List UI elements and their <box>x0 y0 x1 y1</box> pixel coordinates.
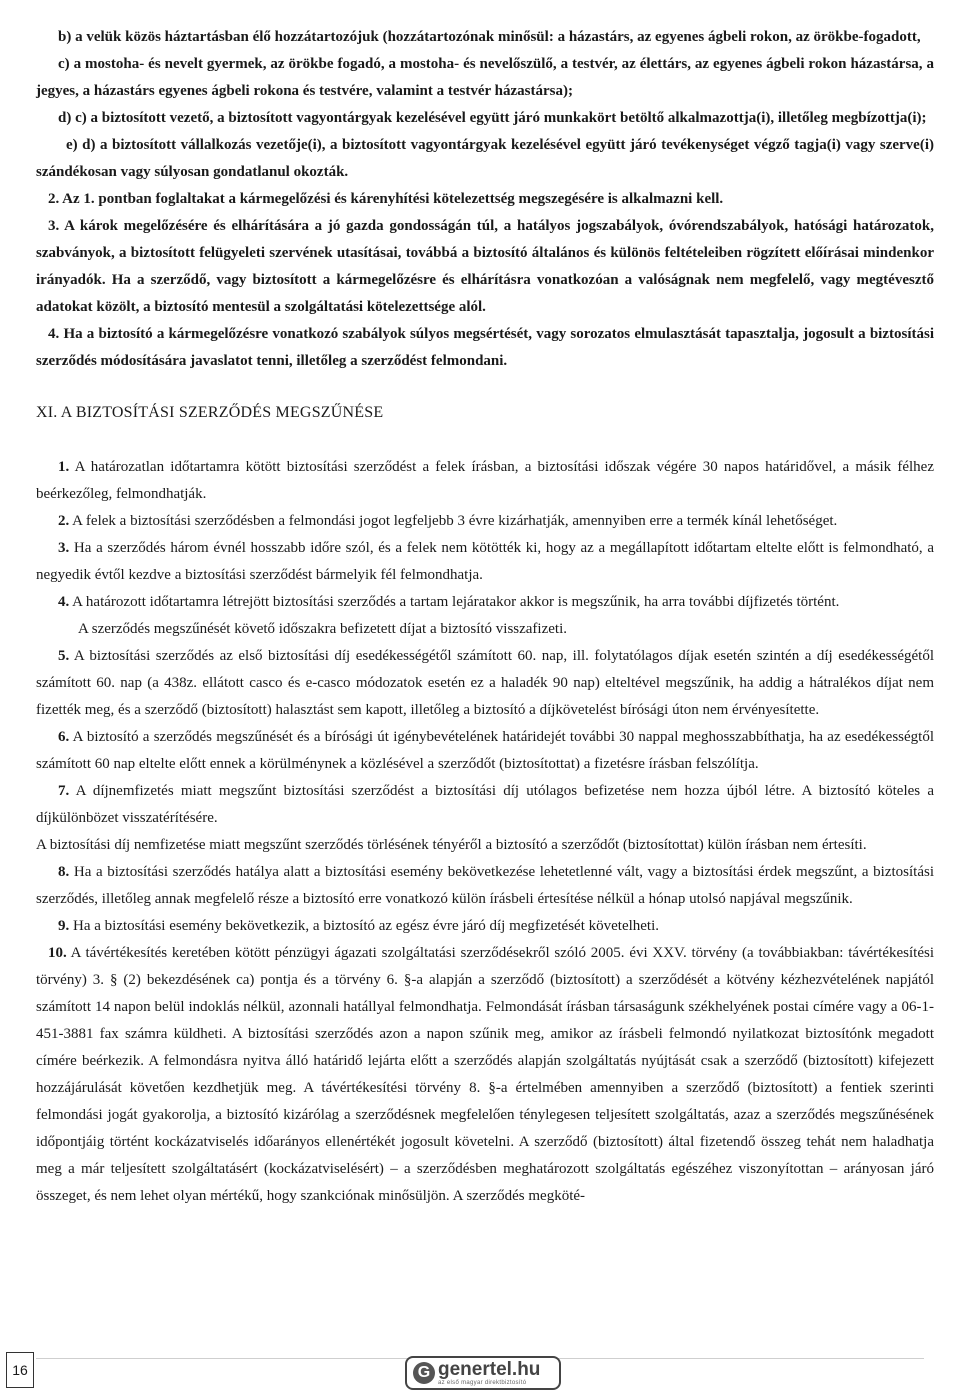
item-number: 8. <box>58 864 70 880</box>
item-number: 3. <box>58 540 70 556</box>
item-number: 2. <box>58 513 70 529</box>
item-number: 9. <box>58 918 70 934</box>
clause-b: b) a velük közös háztartásban élő hozzátartozójuk (hozzátartozónak minősül: a házastárs, az egyenes ágbeli rokon, az örökbe-fogadott, <box>58 29 921 45</box>
list-item <box>36 454 934 508</box>
list-item <box>36 940 934 1210</box>
point-2: 2. Az 1. pontban foglaltakat a kármegelőzési és kárenyhítési kötelezettség megszegésére is alkalmazni kell. <box>48 191 724 207</box>
logo-mark-icon: G <box>413 1362 435 1384</box>
list-item <box>36 508 934 535</box>
item-number: 7. <box>58 783 70 799</box>
item-text: A díjnemfizetés miatt megszűnt biztosítási szerződést a biztosítási díj utólagos befizetése nem hozza újból létre. A biztosító köteles a díjkülönbözet visszatérítésére. <box>36 783 934 826</box>
item-text: Ha a biztosítási szerződés hatálya alatt a biztosítási esemény bekövetkezése lehetetlenné vált, vagy a biztosítási érdek megszűnt, a biztosítási szerződés, illetőleg annak megfelelő része a biztosító erre vonatkozó külön írásbeli értesítése nélkül a hónap utolsó napjával megszűnik. <box>36 864 934 907</box>
item-text: Ha a szerződés három évnél hosszabb időre szól, és a felek nem kötötték ki, hogy az a megállapított időtartam eltelte előtt is felmondható, a negyedik évtől kezdve a biztosítási szerződést bármelyik fél felmondhatja. <box>36 540 934 583</box>
item-4-continuation: A szerződés megszűnését követő időszakra befizetett díjat a biztosító visszafizeti. <box>78 621 567 637</box>
item-text: A távértékesítés keretében kötött pénzügyi ágazati szolgáltatási szerződésekről szóló 2005. évi XXV. törvény (a továbbiakban: távértékesítési törvény) 3. § (2) bekezdésének ca) pontja és a törvény 6. §-a alapján a szerződő (biztosított) a szerződését a kötvény kézhezvételének napjától számított 14 napon belül indoklás nélkül, azonnali hatállyal felmondhatja. Felmondását írásban társaságunk székhelyének postai címére vagy a 06-1-451-3881 fax számra küldheti. A biztosítási szerződés azon a napon szűnik meg, amikor az írásbeli felmondó nyilatkozat biztosítónk megadott címére beérkezik. A felmondásra nyitva álló határidő lejárta előtt a szerződés alapján szolgáltatás nyújtását csak a szerződő (biztosított) kifejezett hozzájárulását követően kezdhetjük meg. A távértékesítési törvény 8. §-a értelmében amennyiben a szerződő (biztosított) a fentiek szerinti felmondási jogát gyakorolja, a biztosító kizárólag a szerződésnek megfelelően ténylegesen teljesített szolgáltatás, azaz a szerződés megszűnésének időpontjáig történt kockázatviselés időarányos ellenértékét jogosult követelni. A szerződő (biztosított) által fizetendő összeg tehát nem haladhatja meg a már teljesített szolgáltatásért (kockázatviselésért) – a szerződésben meghatározott szolgáltatás egészéhez viszonyítottan – arányosan járó összeget, és nem lehet olyan mértékű, hogy szankciónak minősüljön. A szerződés megköté- <box>36 945 934 1204</box>
page-number: 16 <box>6 1352 34 1388</box>
item-number: 4. <box>58 594 70 610</box>
list-item <box>36 643 934 724</box>
item-number: 1. <box>58 459 70 475</box>
list-item <box>36 859 934 913</box>
list-item <box>36 589 934 616</box>
item-text: Ha a biztosítási esemény bekövetkezik, a biztosító az egész évre járó díj megfizetését követelheti. <box>69 918 660 934</box>
item-text: A biztosítási szerződés az első biztosítási díj esedékességétől számított 60. nap, ill. folytatólagos díjak esetén szintén a díj esedékességétől számított 60. nap (a 438z. ellátott casco és e-casco módozatok esetén ez a haladék 90 nap) elteltével megszűnik, ha addig a hátralékos díjat nem fizették meg, és a szerződő (biztosított) halasztást sem kapott, illetőleg a biztosító a díjkövetelést bírósági úton nem érvényesítette. <box>36 648 934 718</box>
genertel-logo <box>405 1356 561 1390</box>
item-text: A határozatlan időtartamra kötött biztosítási szerződést a felek írásban, a biztosítási időszak végére 30 napos határidővel, a másik félhez beérkezőleg, felmondhatják. <box>36 459 934 502</box>
item-number: 5. <box>58 648 70 664</box>
item-number: 10. <box>48 945 67 961</box>
section-title: XI. A BIZTOSÍTÁSI SZERZŐDÉS MEGSZŰNÉSE <box>36 404 384 421</box>
document-page <box>36 24 934 1210</box>
logo-tagline: az első magyar direktbiztosító <box>438 1380 527 1386</box>
clause-d: d) c) a biztosított vezető, a biztosított vagyontárgyak kezelésével együtt járó munkakört betöltő alkalmazottja(i), illetőleg megbízottja(i); <box>58 110 927 126</box>
list-item <box>36 778 934 832</box>
clause-c: c) a mostoha- és nevelt gyermek, az örökbe fogadó, a mostoha- és nevelőszülő, a testvér, az élettárs, az egyenes ágbeli rokon házastársa, a jegyes, a házastárs egyenes ágbeli rokona és testvére, valamint a testvér házastársa); <box>36 56 934 99</box>
list-item <box>36 535 934 589</box>
logo-name: genertel.hu <box>438 1359 541 1380</box>
item-text: A felek a biztosítási szerződésben a felmondási jogot legfeljebb 3 évre kizárhatják, amennyiben erre a termék kínál lehetőséget. <box>69 513 838 529</box>
point-4: 4. Ha a biztosító a kármegelőzésre vonatkozó szabályok súlyos megsértését, vagy sorozatos elmulasztását tapasztalja, jogosult a biztosítási szerződés módosítására javaslatot tenni, illetőleg a szerződést felmondani. <box>36 326 934 369</box>
plain-paragraph: A biztosítási díj nemfizetése miatt megszűnt szerződés törlésének tényéről a biztosító a szerződőt (biztosítottat) külön írásban nem értesíti. <box>36 837 867 853</box>
item-text: A határozott időtartamra létrejött biztosítási szerződés a tartam lejáratakor akkor is megszűnik, ha arra további díjfizetés történt. <box>69 594 840 610</box>
item-text: A biztosító a szerződés megszűnését és a bírósági út igénybevételének határidejét további 30 nappal meghosszabbíthatja, ha az esedékességtől számított 60 nap eltelte előtt ennek a körülménynek a közlésével a szerződőt (biztosítottat) a fizetésre írásban felszólítja. <box>36 729 934 772</box>
list-item <box>36 724 934 778</box>
item-number: 6. <box>58 729 70 745</box>
clause-e: e) d) a biztosított vállalkozás vezetője(i), a biztosított vagyontárgyak kezelésével együtt járó tevékenységet végző tagja(i) vagy szerve(i) szándékosan vagy súlyosan gondatlanul okozták. <box>36 137 934 180</box>
point-3: 3. A károk megelőzésére és elhárítására a jó gazda gondosságán túl, a hatályos jogszabályok, óvórendszabályok, hatósági határozatok, szabványok, a biztosított felügyeleti szervének utasításai, továbbá a biztosító általános és különös feltételeiben rögzített előírásai mindenkor irányadók. Ha a szerződő, vagy biztosított a kármegelőzésre és elhárításra vonatkozóan a valóságnak nem megfelelő, vagy megtévesztő adatokat közölt, a biztosító mentesül a szolgáltatási kötelezettsége alól. <box>36 218 934 315</box>
list-item <box>36 913 934 940</box>
